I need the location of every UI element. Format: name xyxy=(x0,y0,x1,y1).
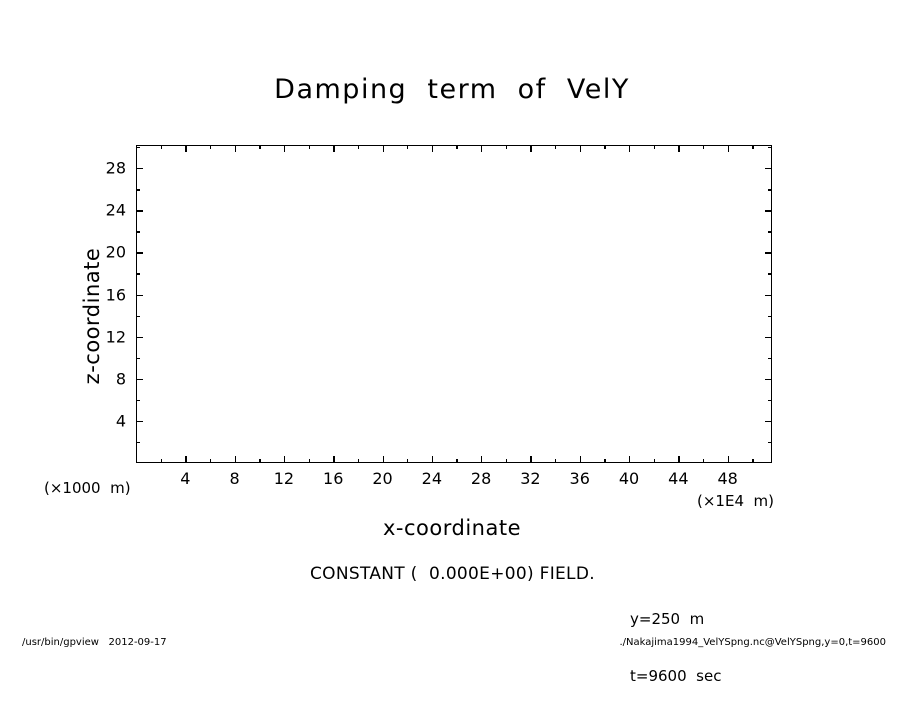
x-axis-tick xyxy=(555,459,556,463)
y-axis-tick xyxy=(136,379,143,380)
footer-left-text: /usr/bin/gpview 2012-09-17 xyxy=(22,637,167,648)
x-axis-title: x-coordinate xyxy=(382,516,521,540)
info-block xyxy=(630,572,721,724)
x-axis-tick-label: 40 xyxy=(618,469,640,488)
x-axis-tick xyxy=(259,459,260,463)
x-axis-tick-top xyxy=(284,145,285,152)
y-axis-unit-label: (×1000 m) xyxy=(44,479,131,497)
x-axis-tick xyxy=(629,456,630,463)
x-axis-tick xyxy=(654,459,655,463)
x-axis-tick-label: 8 xyxy=(229,469,240,488)
y-axis-tick-right xyxy=(765,168,772,169)
x-axis-tick-top xyxy=(604,145,605,149)
y-axis-tick-right xyxy=(768,442,772,443)
y-axis-tick-right xyxy=(768,358,772,359)
y-axis-tick xyxy=(136,358,140,359)
x-axis-tick xyxy=(580,456,581,463)
y-axis-tick xyxy=(136,442,140,443)
x-axis-tick xyxy=(506,459,507,463)
x-axis-tick xyxy=(210,459,211,463)
y-axis-tick-label: 16 xyxy=(105,285,126,305)
x-axis-tick-top xyxy=(678,145,679,152)
x-axis-tick-label: 16 xyxy=(323,469,344,488)
y-axis-tick xyxy=(136,400,140,401)
y-axis-tick-label: 12 xyxy=(105,327,126,347)
x-axis-tick xyxy=(284,456,285,463)
x-axis-tick xyxy=(407,459,408,463)
y-axis-tick-right xyxy=(765,421,772,422)
x-axis-tick-top xyxy=(210,145,211,149)
y-axis-tick xyxy=(136,252,143,253)
x-axis-tick-top xyxy=(703,145,704,149)
plot-area xyxy=(136,145,772,463)
x-axis-tick xyxy=(383,456,384,463)
x-axis-tick-top xyxy=(185,145,186,152)
y-axis-tick xyxy=(136,316,140,317)
y-axis-tick-label: 28 xyxy=(105,158,126,178)
y-axis-tick-right xyxy=(768,273,772,274)
x-axis-tick xyxy=(333,456,334,463)
y-axis-tick-right xyxy=(765,252,772,253)
x-axis-tick-top xyxy=(752,145,753,149)
x-axis-tick-top xyxy=(506,145,507,149)
x-axis-tick-label: 28 xyxy=(470,469,492,488)
x-axis-tick-label: 44 xyxy=(668,469,689,488)
x-axis-tick xyxy=(358,459,359,463)
x-axis-tick-top xyxy=(654,145,655,149)
footer-right-text: ./Nakajima1994_VelYSpng.nc@VelYSpng,y=0,t=9600 xyxy=(619,637,886,648)
info-line-y: y=250 m xyxy=(630,610,705,628)
x-axis-tick-label: 20 xyxy=(372,469,393,488)
x-axis-tick-top xyxy=(481,145,482,152)
x-axis-tick xyxy=(161,459,162,463)
x-axis-tick xyxy=(432,456,433,463)
x-axis-tick-label: 4 xyxy=(180,469,191,488)
y-axis-title: z-coordinate xyxy=(80,247,104,385)
y-axis-tick-right xyxy=(765,210,772,211)
y-axis-tick-right xyxy=(768,231,772,232)
y-axis-tick-right xyxy=(765,379,772,380)
x-axis-tick-top xyxy=(456,145,457,149)
y-axis-tick xyxy=(136,189,140,190)
x-axis-tick-top xyxy=(383,145,384,152)
x-axis-tick-label: 48 xyxy=(717,469,738,488)
x-axis-tick xyxy=(185,456,186,463)
y-axis-tick-right xyxy=(768,147,772,148)
y-axis-tick xyxy=(136,147,140,148)
y-axis-tick-right xyxy=(768,400,772,401)
y-axis-tick-right xyxy=(765,295,772,296)
x-axis-tick xyxy=(481,456,482,463)
y-axis-tick-right xyxy=(768,189,772,190)
y-axis-tick xyxy=(136,231,140,232)
x-axis-tick-top xyxy=(309,145,310,149)
x-axis-tick-top xyxy=(333,145,334,152)
y-axis-tick-label: 20 xyxy=(105,242,126,262)
x-axis-tick-label: 32 xyxy=(520,469,541,488)
y-axis-tick-right xyxy=(765,337,772,338)
x-axis-tick xyxy=(678,456,679,463)
y-axis-tick xyxy=(136,337,143,338)
x-axis-tick xyxy=(728,456,729,463)
y-axis-tick xyxy=(136,421,143,422)
x-axis-tick-top xyxy=(432,145,433,152)
x-axis-tick-top xyxy=(161,145,162,149)
x-axis-tick-top xyxy=(728,145,729,152)
constant-field-caption: CONSTANT ( 0.000E+00) FIELD. xyxy=(310,564,595,584)
x-axis-tick-top xyxy=(629,145,630,152)
y-axis-tick xyxy=(136,168,143,169)
x-axis-tick xyxy=(752,459,753,463)
x-axis-tick-label: 24 xyxy=(421,469,442,488)
x-axis-tick xyxy=(456,459,457,463)
x-axis-tick-top xyxy=(555,145,556,149)
x-axis-tick-top xyxy=(358,145,359,149)
y-axis-tick-label: 4 xyxy=(115,411,126,431)
x-axis-unit-label: (×1E4 m) xyxy=(697,492,774,510)
y-axis-tick xyxy=(136,273,140,274)
y-axis-tick-label: 24 xyxy=(105,200,126,220)
y-axis-tick-right xyxy=(768,316,772,317)
x-axis-tick-top xyxy=(530,145,531,152)
x-axis-tick xyxy=(604,459,605,463)
x-axis-tick-top xyxy=(235,145,236,152)
y-axis-tick-label: 8 xyxy=(115,369,126,389)
y-axis-tick xyxy=(136,295,143,296)
x-axis-tick-top xyxy=(259,145,260,149)
x-axis-tick-top xyxy=(407,145,408,149)
x-axis-tick xyxy=(309,459,310,463)
x-axis-tick xyxy=(530,456,531,463)
info-line-t: t=9600 sec xyxy=(630,667,722,685)
x-axis-tick-top xyxy=(580,145,581,152)
x-axis-tick xyxy=(703,459,704,463)
x-axis-tick xyxy=(235,456,236,463)
chart-title: Damping term of VelY xyxy=(274,74,630,105)
x-axis-tick-label: 36 xyxy=(569,469,590,488)
y-axis-tick xyxy=(136,210,143,211)
x-axis-tick-label: 12 xyxy=(273,469,295,488)
